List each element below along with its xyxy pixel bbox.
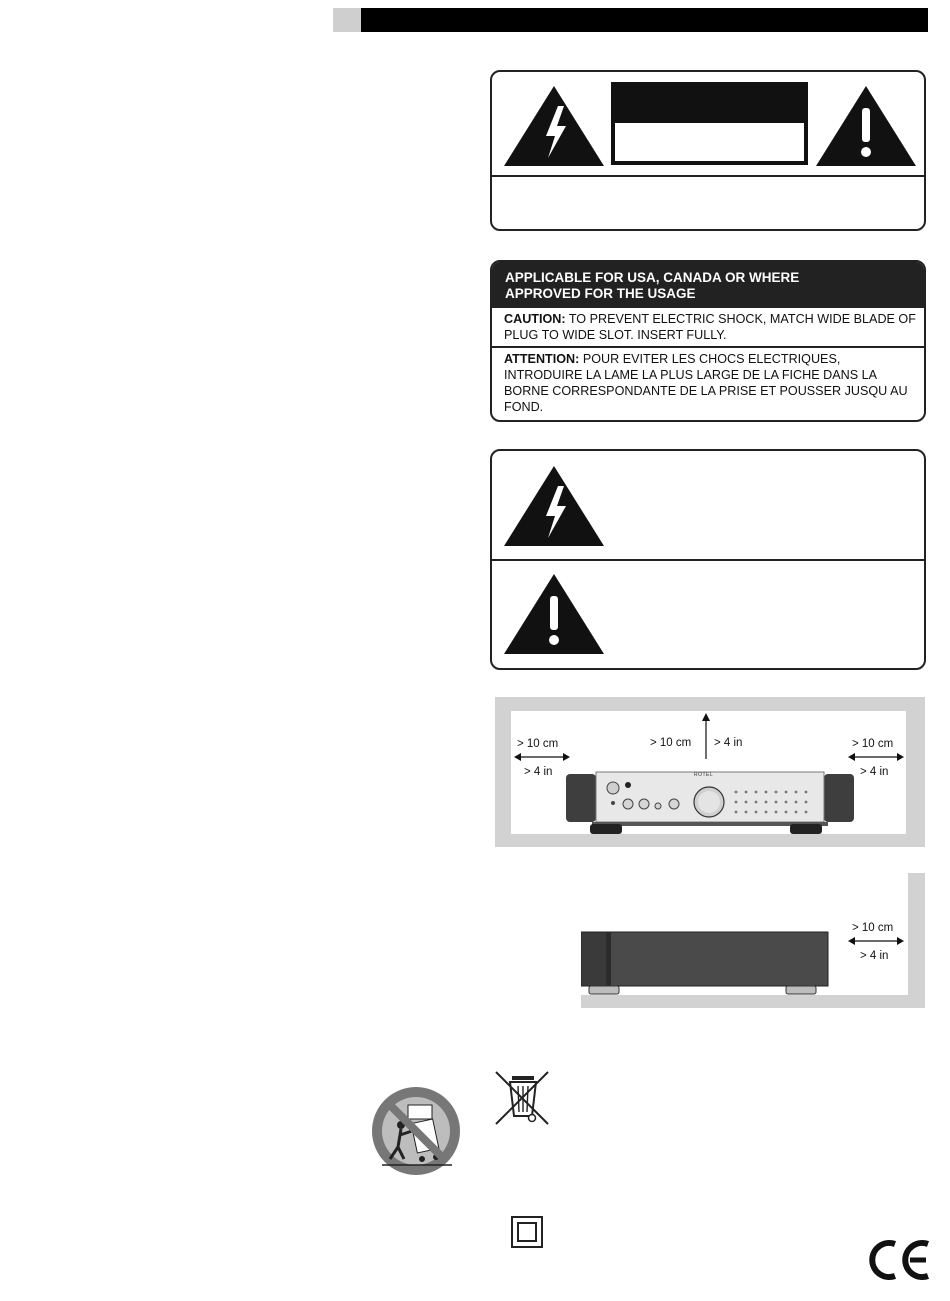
label-divider (492, 175, 924, 177)
usa-plug-notice (490, 260, 926, 422)
brand-logo: ROTEL (694, 772, 714, 778)
double-insulation-icon (510, 1215, 544, 1249)
lightning-triangle-icon (500, 460, 608, 550)
right-clearance-in: > 4 in (860, 766, 889, 778)
notice-divider (492, 346, 924, 348)
header-tab (333, 8, 361, 32)
amplifier-side-illustration (581, 930, 831, 998)
right-clearance-cm: > 10 cm (852, 738, 894, 750)
rear-clearance-cm: > 10 cm (852, 922, 894, 934)
header-bar (361, 8, 928, 32)
rear-clearance-in: > 4 in (860, 950, 889, 962)
top-clearance-in: > 4 in (714, 737, 743, 749)
exclamation-triangle-icon (500, 568, 608, 658)
notice-heading: APPLICABLE FOR USA, CANADA OR WHERE APPROVED FOR THE USAGE (492, 262, 924, 308)
right-arrow-icon (848, 752, 904, 762)
symbol-divider (492, 559, 924, 561)
left-arrow-icon (514, 752, 570, 762)
rear-arrow-icon (848, 936, 904, 946)
top-clearance-cm: > 10 cm (650, 737, 692, 749)
ce-mark-icon (868, 1238, 932, 1282)
no-cart-tipover-icon (370, 1085, 462, 1177)
up-arrow-icon (700, 713, 712, 759)
caution-plate (611, 82, 808, 165)
weee-bin-icon (492, 1068, 552, 1128)
left-clearance-in: > 4 in (524, 766, 553, 778)
left-clearance-cm: > 10 cm (517, 738, 559, 750)
caution-paragraph: CAUTION: TO PREVENT ELECTRIC SHOCK, MATCH WIDE BLADE OF PLUG TO WIDE SLOT. INSERT FULLY. (504, 312, 916, 342)
attention-paragraph: ATTENTION: POUR EVITER LES CHOCS ELECTRIQUES, INTRODUIRE LA LAME LA PLUS LARGE DE LA FICHE DANS LA BORNE CORRESPONDANTE DE LA PRISE ET POUSSER JUSQU AU FOND. (504, 352, 908, 414)
exclamation-triangle-icon (812, 82, 920, 170)
lightning-triangle-icon (500, 82, 608, 170)
amplifier-front-illustration (566, 770, 854, 836)
